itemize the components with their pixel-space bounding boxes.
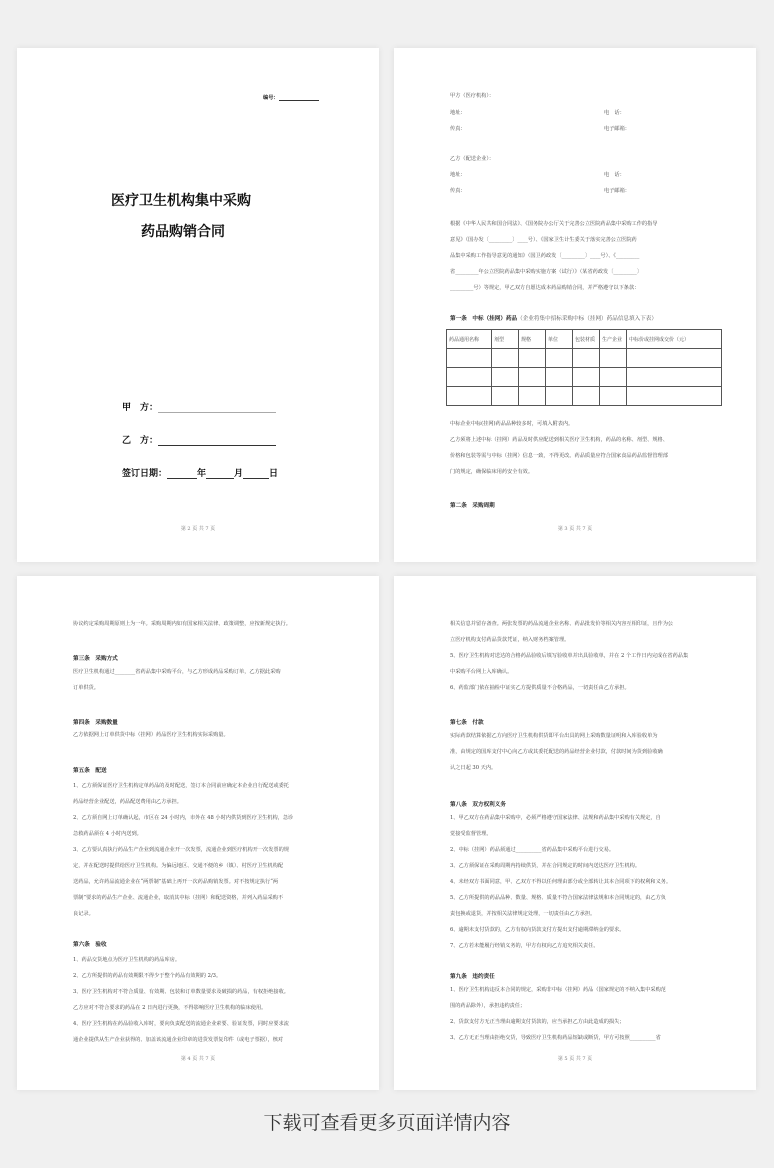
- page-footer: 第 4 页 共 7 页: [180, 1056, 216, 1062]
- paragraph-line: 急救药品须在 4 小时内送到。: [73, 831, 142, 837]
- basis-line: 品集中采购工作指导意见的通知》（国卫药政发〔_________〕____号）、《_________: [450, 253, 640, 259]
- paragraph-line: 定，并在配送时提供给医疗卫生机构。为偏远地区、交通不便的乡（镇）、村医疗卫生机构配: [73, 863, 284, 869]
- page-footer: 第 3 页 共 7 页: [557, 526, 593, 532]
- paragraph-line: 3、医疗卫生机构对不符合质量、有效期、包装和订单数量要求及破损的药品，有权拒绝接收。: [73, 989, 289, 995]
- party-a-email: 电子邮箱：: [604, 126, 630, 132]
- paragraph-line: 良记录。: [73, 911, 94, 917]
- article-2-heading: 第二条 采购周期: [450, 503, 495, 509]
- paragraph-line: 6、药监部门依在抽检中证实乙方提供质量不合格药品，一切责任由乙方承担。: [450, 685, 630, 691]
- party-b-address: 地址：: [450, 172, 466, 178]
- paragraph-line: 1、药品交货地点为医疗卫生机构的药品库房。: [73, 957, 181, 963]
- table-header-row: [447, 330, 722, 349]
- paragraph-line: 3、乙方要认真执行药品生产企业到流通企业开一次发票，流通企业到医疗机构开一次发票的规: [73, 847, 289, 853]
- paragraph-line: 乙方应对不符合要求的药品在 2 日内进行更换，不得影响医疗卫生机构的临床使用。: [73, 1005, 267, 1011]
- contract-number-label: 编号：: [263, 94, 319, 101]
- paragraph-line: 通企业提供从生产企业获得的、加盖该流通企业印章的进货发票复印件（或电子票据），核对: [73, 1037, 284, 1043]
- contract-page-3: [394, 48, 756, 562]
- drug-table: [446, 329, 722, 406]
- table-header-cell: 包装材质: [573, 330, 600, 349]
- article-8-heading: 第八条 双方权利义务: [450, 802, 506, 808]
- paragraph-line: 协议约定采购周期原则上为一年。采购周期内如有国家相关法律、政策调整，应按新规定执行。: [73, 621, 291, 627]
- paragraph-line: 2、乙方须自网上订单确认起，市区在 24 小时内，市外在 48 小时内供货到医疗卫生机构，急诊: [73, 815, 294, 821]
- basis-line: 省_________年公立医院药品集中采购实施方案（试行）》（某省药政发〔_________〕: [450, 269, 642, 275]
- paragraph-line: 中标企业中标(挂网)药品品种较多时，可填入附表内。: [450, 421, 574, 427]
- table-row: [447, 349, 722, 368]
- paragraph-line: 乙方须将上述中标（挂网）药品及时供应配送到相关医疗卫生机构，药品的名称、剂型、规格、: [450, 437, 668, 443]
- page-footer: 第 5 页 共 7 页: [557, 1056, 593, 1062]
- table-header-cell: 药品通用名称: [447, 330, 492, 349]
- paragraph-line: 3、乙方无正当理由拒绝交货，导致医疗卫生机构药品短缺或断货，甲方可按照__________省: [450, 1035, 661, 1041]
- paragraph-line: 立医疗机构支付药品货款凭证，纳入财务档案管理。: [450, 637, 570, 643]
- paragraph-line: 4、医疗卫生机构在药品验收入库时，要向负责配送的流通企业索要、验证发票，同时应要求流: [73, 1021, 289, 1027]
- paragraph-line: 4、未经双方书面同意，甲、乙双方不得以任何理由部分或全部转让其本合同项下的权利和义务。: [450, 879, 672, 885]
- paragraph-line: 1、医疗卫生机构违反本合同的规定，采购非中标（挂网）药品（国家规定的不纳入集中采购范: [450, 987, 666, 993]
- contract-page-4: [17, 576, 379, 1090]
- paragraph-line: 6、逾期未支付货款的，乙方有权向货款支付方提出支付逾期滞纳金的要求。: [450, 927, 625, 933]
- party-a-phone: 电 话：: [604, 110, 625, 116]
- cover-title-line2: 药品购销合同: [141, 224, 225, 240]
- party-a-fax: 传真：: [450, 126, 466, 132]
- paragraph-line: 责包换或退货，并按相关法律规定处理，一切责任由乙方承担。: [450, 911, 596, 917]
- paragraph-line: 实际药款结算依据乙方向医疗卫生机构供货即平台出具的网上采购数量证明和入库验收单为: [450, 733, 658, 739]
- party-a-heading: 甲方（医疗机构）：: [450, 93, 495, 99]
- table-header-cell: 规格: [519, 330, 546, 349]
- basis-line: _________号）等规定，甲乙双方自愿达成本药品购销合同，并严格遵守以下条款：: [450, 285, 640, 291]
- paragraph-line: 门的规定，确保临床用药安全有效。: [450, 469, 534, 475]
- paragraph-line: 送药品，允许药品流通企业在“两票制”基础上再开一次药品购销发票。对不按规定执行“两: [73, 879, 279, 885]
- basis-line: 意见》（国办发〔_________〕____号）、《国家卫生计生委关于落实完善公立医院药: [450, 237, 637, 243]
- paragraph-line: 准，由规定的国库支付中心向乙方或其委托配送的药品经营企业付款，付款时间为货到验收确: [450, 749, 663, 755]
- paragraph-line: 价格和包装等需与中标（挂网）信息一致，不得更改。药品质量应符合国家食品药品监督管理部: [450, 453, 668, 459]
- paragraph-line: 1、乙方须保证医疗卫生机构定单药品的及时配送，签订本合同前应确定本企业自行配送或委托: [73, 783, 289, 789]
- paragraph-line: 5、医疗卫生机构对送达的合格药品验收后填写验收单并出具验收单，并在 2 个工作日内完成在省药品集: [450, 653, 689, 659]
- table-header-cell: 中标价或挂网成交价（元）: [627, 330, 722, 349]
- table-row: [447, 387, 722, 406]
- paragraph-line: 3、乙方须保证在采购周期内持续供货，并在合同规定的时间内送达医疗卫生机构。: [450, 863, 641, 869]
- party-b-heading: 乙方（配送企业）：: [450, 156, 495, 162]
- party-b-fax: 传真：: [450, 188, 466, 194]
- sign-date-line: 签订日期： 年 月 日: [122, 469, 279, 479]
- contract-page-5: [394, 576, 756, 1090]
- party-b-phone: 电 话：: [604, 172, 625, 178]
- table-header-cell: 生产企业: [600, 330, 627, 349]
- paragraph-line: 认之日起 30 天内。: [450, 765, 497, 771]
- paragraph-line: 2、中标（挂网）药品须通过__________省药品集中采购平台进行交易。: [450, 847, 615, 853]
- table-row: [447, 368, 722, 387]
- article-5-heading: 第五条 配送: [73, 768, 107, 774]
- paragraph-line: 相关信息并留存备查。两张发票的药品流通企业名称、药品批发价等相关内容互相印证，且作为公: [450, 621, 674, 627]
- paragraph-line: 1、甲乙双方在药品集中采购中，必须严格遵守国家法律、法规和药品集中采购有关规定，自: [450, 815, 661, 821]
- table-header-cell: 剂型: [492, 330, 519, 349]
- party-a-address: 地址：: [450, 110, 466, 116]
- page-footer: 第 2 页 共 7 页: [180, 526, 216, 532]
- contract-cover-page: [17, 48, 379, 562]
- paragraph-line: 5、乙方所提供的药品品种、数量、规格、质量不符合国家法律法规和本合同规定的，由乙方负: [450, 895, 666, 901]
- paragraph-line: 7、乙方若未能履行经销义务的，甲方有权向乙方追究相关责任。: [450, 943, 599, 949]
- table-header-cell: 单位: [546, 330, 573, 349]
- party-b-email: 电子邮箱：: [604, 188, 630, 194]
- article-7-heading: 第七条 付款: [450, 720, 484, 726]
- paragraph-line: 2、货款支付方无正当理由逾期支付货款的，应当承担乙方由此造成的损失；: [450, 1019, 625, 1025]
- paragraph-line: 票制”要求的药品生产企业、流通企业，取消其中标（挂网）和配送资格，并列入药品采购不: [73, 895, 284, 901]
- article-6-heading: 第六条 验收: [73, 942, 107, 948]
- paragraph-line: 药品经营企业配送，药品配送费用由乙方承担。: [73, 799, 182, 805]
- party-b-line: 乙 方：: [122, 433, 276, 446]
- paragraph-line: 医疗卫生机构通过________省药品集中采购平台，与乙方形成药品采购订单，乙方据此采购: [73, 669, 281, 675]
- paragraph-line: 乙方依据网上订单供货中标（挂网）药品医疗卫生机构实际采购量。: [73, 732, 229, 738]
- article-4-heading: 第四条 采购数量: [73, 720, 118, 726]
- article-1-heading: 第一条 中标（挂网）药品（企业将集中招标采购中标（挂网）药品信息填入下表）: [450, 316, 657, 322]
- paragraph-line: 觉接受监督管理。: [450, 831, 492, 837]
- paragraph-line: 中采购平台网上入库确认。: [450, 669, 513, 675]
- paragraph-line: 2、乙方所提供的药品有效期限不得少于整个药品有效期的 2/3。: [73, 973, 222, 979]
- paragraph-line: 围的药品除外），承担违约责任；: [450, 1003, 526, 1009]
- party-a-line: 甲 方：: [122, 400, 276, 413]
- basis-line: 根据《中华人民共和国合同法》、《国务院办公厅关于完善公立医院药品集中采购工作的指导: [450, 221, 658, 227]
- article-9-heading: 第九条 违约责任: [450, 974, 495, 980]
- article-3-heading: 第三条 采购方式: [73, 656, 118, 662]
- paragraph-line: 订单供货。: [73, 685, 99, 691]
- cover-title-line1: 医疗卫生机构集中采购: [111, 193, 251, 209]
- download-more-caption: 下载可查看更多页面详情内容: [263, 1112, 511, 1134]
